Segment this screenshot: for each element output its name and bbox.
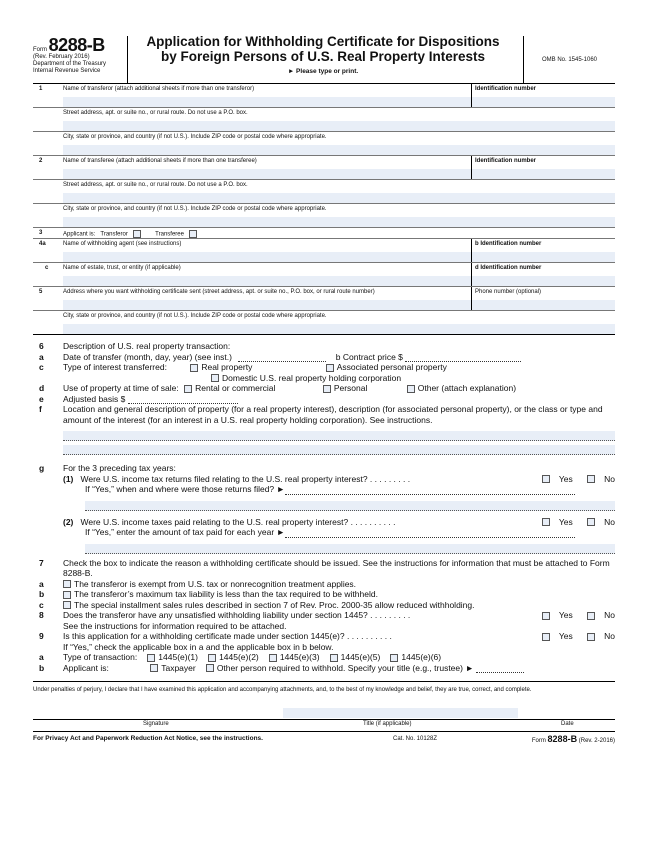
personal-use-label: Personal bbox=[333, 383, 368, 393]
certificate-city-field[interactable] bbox=[63, 324, 615, 334]
transaction-type-label: Type of transaction: bbox=[63, 652, 138, 662]
footer-form-word: Form bbox=[531, 738, 546, 744]
line-number: 6 bbox=[39, 341, 44, 351]
transferor-id-field[interactable] bbox=[472, 97, 615, 107]
certificate-address-label: Address where you want withholding certificate sent (street address, apt. or suite no., P.O. box, or rural route number) bbox=[63, 289, 375, 295]
section-1445e-yes-checkbox[interactable] bbox=[542, 633, 550, 641]
no-label: No bbox=[604, 473, 615, 484]
returns-filed-where-field[interactable] bbox=[285, 494, 575, 495]
footer-revision: (Rev. 2-2016) bbox=[578, 738, 615, 744]
question-number: (2) bbox=[63, 516, 74, 527]
line-4a-withholding-agent-row bbox=[33, 239, 615, 263]
transferee-id-label: Identification number bbox=[475, 158, 537, 164]
interest-type-label: Type of interest transferred: bbox=[63, 362, 167, 372]
taxes-paid-followup-label: If “Yes,” enter the amount of tax paid for each year ► bbox=[85, 527, 285, 537]
exempt-checkbox[interactable] bbox=[63, 580, 71, 588]
transferee-name-field[interactable] bbox=[63, 169, 471, 179]
1445e6-label: 1445(e)(6) bbox=[401, 652, 442, 662]
line-letter: d bbox=[39, 383, 45, 393]
withholding-agent-field[interactable] bbox=[63, 252, 471, 262]
line-3-applicant-row bbox=[33, 228, 615, 239]
real-property-label: Real property bbox=[201, 362, 253, 372]
property-use-label: Use of property at time of sale: bbox=[63, 383, 179, 393]
form-word: Form bbox=[33, 47, 47, 53]
other-person-checkbox[interactable] bbox=[206, 664, 214, 672]
associated-personal-property-label: Associated personal property bbox=[336, 362, 447, 372]
transferor-street-row bbox=[33, 108, 615, 132]
yes-label: Yes bbox=[558, 473, 573, 484]
withholding-agent-label: Name of withholding agent (see instructions) bbox=[63, 241, 182, 247]
line-1-transferor-name-row bbox=[33, 84, 615, 108]
transfer-date-label: Date of transfer (month, day, year) (see inst.) bbox=[63, 351, 232, 362]
other-person-label: Other person required to withhold. Specify your title (e.g., trustee) ► bbox=[216, 662, 474, 673]
unsatisfied-yes-checkbox[interactable] bbox=[542, 612, 550, 620]
transferor-option-label: Transferor bbox=[100, 231, 128, 238]
form-title-block bbox=[133, 34, 513, 75]
1445e3-label: 1445(e)(3) bbox=[279, 652, 320, 662]
line-number: c bbox=[45, 265, 49, 271]
unsatisfied-no-checkbox[interactable] bbox=[587, 612, 595, 620]
transferee-city-row bbox=[33, 204, 615, 228]
adjusted-basis-label: Adjusted basis $ bbox=[63, 393, 126, 404]
max-liability-label: The transferor’s maximum tax liability is less than the tax required to be withheld. bbox=[74, 589, 378, 599]
taxes-paid-yes-no bbox=[536, 517, 615, 528]
returns-filed-followup-label: If “Yes,” when and where were those returns filed? ► bbox=[85, 484, 285, 494]
line-2-transferee-name-row bbox=[33, 156, 615, 180]
transferee-id-field[interactable] bbox=[472, 169, 615, 179]
taxes-paid-amount-field[interactable] bbox=[285, 537, 575, 538]
returns-filed-yes-no bbox=[536, 474, 615, 485]
footer-form-number: 8288-B bbox=[547, 734, 578, 744]
transferor-street-field[interactable] bbox=[63, 121, 615, 131]
line-number: 8 bbox=[39, 610, 44, 620]
transferor-street-label: Street address, apt. or suite no., or rural route. Do not use a P.O. box. bbox=[63, 110, 248, 116]
line-number: 1 bbox=[39, 86, 43, 92]
transferor-city-field[interactable] bbox=[63, 145, 615, 155]
catalog-number: Cat. No. 10128Z bbox=[393, 736, 438, 742]
transferor-city-label: City, state or province, and country (if not U.S.). Include ZIP code or postal code where appropriate. bbox=[63, 134, 327, 140]
1445e5-label: 1445(e)(5) bbox=[340, 652, 381, 662]
unsatisfied-liability-note: See the instructions for information required to be attached. bbox=[63, 620, 287, 631]
line-letter: g bbox=[39, 463, 45, 473]
line-letter: b bbox=[39, 662, 45, 673]
estate-id-field[interactable] bbox=[472, 276, 615, 286]
title-field[interactable] bbox=[283, 708, 518, 718]
line-letter: a bbox=[39, 351, 44, 362]
estate-name-label: Name of estate, trust, or entity (if applicable) bbox=[63, 265, 181, 271]
form-footer bbox=[33, 731, 615, 745]
returns-filed-yes-checkbox[interactable] bbox=[542, 475, 550, 483]
real-property-checkbox[interactable] bbox=[190, 364, 198, 372]
holding-corporation-checkbox[interactable] bbox=[211, 374, 219, 382]
phone-field[interactable] bbox=[472, 300, 615, 310]
section-1445e-yes-no bbox=[536, 631, 615, 642]
no-label: No bbox=[604, 610, 615, 620]
personal-use-checkbox[interactable] bbox=[323, 385, 331, 393]
transferor-city-row bbox=[33, 132, 615, 156]
line-number: 3 bbox=[39, 230, 43, 236]
form-title-line2: by Foreign Persons of U.S. Real Property Interests bbox=[160, 49, 486, 64]
section-1445e-question: Is this application for a withholding certificate made under section 1445(e)? . . . . . . . . . . bbox=[63, 631, 392, 641]
1445e2-checkbox[interactable] bbox=[208, 654, 216, 662]
taxes-paid-no-checkbox[interactable] bbox=[587, 518, 595, 526]
installment-checkbox[interactable] bbox=[63, 601, 71, 609]
line-number: 5 bbox=[39, 289, 43, 295]
1445e6-checkbox[interactable] bbox=[390, 654, 398, 662]
agent-id-field[interactable] bbox=[472, 252, 615, 262]
transferor-name-label: Name of transferor (attach additional sheets if more than one transferor) bbox=[63, 86, 255, 92]
line-5-address-row bbox=[33, 287, 615, 311]
transferor-id-label: Identification number bbox=[475, 86, 537, 92]
other-use-checkbox[interactable] bbox=[407, 385, 415, 393]
no-label: No bbox=[604, 631, 615, 641]
1445e1-label: 1445(e)(1) bbox=[158, 652, 198, 662]
privacy-notice: For Privacy Act and Paperwork Reduction Act Notice, see the instructions. bbox=[33, 735, 263, 742]
installment-label: The special installment sales rules described in section 7 of Rev. Proc. 2000-35 allow reduced withholding. bbox=[74, 599, 475, 610]
property-description-heading: Description of U.S. real property transaction: bbox=[63, 341, 231, 351]
holding-corporation-label: Domestic U.S. real property holding corporation bbox=[222, 372, 402, 383]
returns-filed-where-field-2[interactable] bbox=[85, 501, 615, 511]
revision-date: (Rev. February 2016) bbox=[33, 54, 90, 60]
1445e1-checkbox[interactable] bbox=[147, 654, 155, 662]
property-location-field-1[interactable] bbox=[63, 431, 615, 441]
signature-block bbox=[33, 700, 615, 728]
section-1445e-note: If “Yes,” check the applicable box in a and the applicable box in b below. bbox=[63, 641, 334, 652]
line-number: 7 bbox=[39, 557, 44, 568]
form-number: 8288-B bbox=[48, 35, 105, 55]
1445e3-checkbox[interactable] bbox=[269, 654, 277, 662]
taxpayer-checkbox[interactable] bbox=[150, 664, 158, 672]
line-letter: f bbox=[39, 404, 42, 414]
yes-label: Yes bbox=[558, 631, 573, 641]
penalty-statement: Under penalties of perjury, I declare that I have examined this application and accompanying attachments, and, to the best of my knowledge and belief, they are true, correct, and complete. bbox=[33, 681, 615, 694]
rental-commercial-label: Rental or commercial bbox=[195, 383, 276, 393]
transferee-name-label: Name of transferee (attach additional sheets if more than one transferee) bbox=[63, 158, 257, 164]
agency: Internal Revenue Service bbox=[33, 68, 101, 74]
preceding-years-heading: For the 3 preceding tax years: bbox=[63, 463, 176, 473]
reason-heading: Check the box to indicate the reason a withholding certificate should be issued. See the instructions for information that must be attached to Form 8288-B. bbox=[63, 557, 610, 578]
applicant-label: Applicant is: bbox=[63, 231, 96, 238]
estate-name-field[interactable] bbox=[63, 276, 471, 286]
exempt-label: The transferor is exempt from U.S. tax or nonrecognition treatment applies. bbox=[74, 578, 357, 589]
taxes-paid-amount-field-2[interactable] bbox=[85, 544, 615, 554]
transferee-checkbox[interactable] bbox=[189, 230, 197, 238]
certificate-city-label: City, state or province, and country (if not U.S.). Include ZIP code or postal code where appropriate. bbox=[63, 313, 327, 319]
transferee-city-field[interactable] bbox=[63, 217, 615, 227]
footer-form-id bbox=[532, 734, 615, 744]
transferee-city-label: City, state or province, and country (if not U.S.). Include ZIP code or postal code where appropriate. bbox=[63, 206, 327, 212]
unsatisfied-liability-question: Does the transferor have any unsatisfied withholding liability under section 1445? . . . . . . . . . bbox=[63, 610, 411, 620]
form-id-block bbox=[33, 36, 128, 83]
form-page bbox=[33, 30, 615, 745]
1445e5-checkbox[interactable] bbox=[330, 654, 338, 662]
contract-price-label: b Contract price $ bbox=[335, 351, 403, 362]
line-4c-estate-row bbox=[33, 263, 615, 287]
line-number: 9 bbox=[39, 631, 44, 641]
certificate-address-field[interactable] bbox=[63, 300, 471, 310]
line-6-section bbox=[33, 341, 615, 554]
form-title-line1: Application for Withholding Certificate for Dispositions bbox=[146, 34, 500, 49]
returns-filed-question: Were U.S. income tax returns filed relating to the U.S. real property interest? . . . . . . . . . bbox=[80, 473, 411, 484]
taxes-paid-yes-checkbox[interactable] bbox=[542, 518, 550, 526]
transferee-option-label: Transferee bbox=[155, 231, 184, 238]
property-location-field-2[interactable] bbox=[63, 445, 615, 455]
title-label: Title (if applicable) bbox=[363, 721, 412, 727]
print-instruction: ► Please type or print. bbox=[287, 68, 359, 75]
transferor-name-field[interactable] bbox=[63, 97, 471, 107]
line-number: 4a bbox=[39, 241, 46, 247]
signature-label: Signature bbox=[143, 721, 169, 727]
line-7-9-section bbox=[33, 558, 615, 674]
taxes-paid-question: Were U.S. income taxes paid relating to the U.S. real property interest? . . . . . . . . . . bbox=[80, 516, 396, 527]
unsatisfied-liability-yes-no bbox=[536, 610, 615, 621]
date-label: Date bbox=[561, 721, 574, 727]
phone-label: Phone number (optional) bbox=[475, 289, 542, 295]
transferee-street-row bbox=[33, 180, 615, 204]
taxpayer-label: Taxpayer bbox=[161, 662, 196, 673]
no-label: No bbox=[604, 516, 615, 527]
max-liability-checkbox[interactable] bbox=[63, 591, 71, 599]
department: Department of the Treasury bbox=[33, 61, 107, 67]
estate-id-label: d Identification number bbox=[475, 265, 542, 271]
line-letter: c bbox=[39, 362, 44, 372]
line-letter: b bbox=[39, 589, 45, 599]
transferee-street-label: Street address, apt. or suite no., or rural route. Do not use a P.O. box. bbox=[63, 182, 248, 188]
applicant-type-label: Applicant is: bbox=[63, 662, 109, 673]
1445e2-label: 1445(e)(2) bbox=[219, 652, 259, 662]
signature-line bbox=[33, 719, 615, 720]
returns-filed-no-checkbox[interactable] bbox=[587, 475, 595, 483]
line-letter: a bbox=[39, 652, 44, 662]
line-letter: a bbox=[39, 578, 44, 589]
associated-personal-property-checkbox[interactable] bbox=[326, 364, 334, 372]
question-number: (1) bbox=[63, 473, 74, 484]
property-location-label: Location and general description of property (for a real property interest), description (for associated personal property), or the class or type and amount of the interest (for an interest in a U.S. real property holding corporation). See instructions. bbox=[63, 404, 603, 425]
line-letter: c bbox=[39, 599, 44, 610]
agent-id-label: b Identification number bbox=[475, 241, 542, 247]
section-1445e-no-checkbox[interactable] bbox=[587, 633, 595, 641]
transferee-street-field[interactable] bbox=[63, 193, 615, 203]
line-letter: e bbox=[39, 393, 44, 404]
yes-label: Yes bbox=[558, 516, 573, 527]
omb-number: OMB No. 1545-1060 bbox=[523, 36, 615, 83]
yes-label: Yes bbox=[558, 610, 573, 620]
other-use-label: Other (attach explanation) bbox=[417, 383, 517, 393]
line-number: 2 bbox=[39, 158, 43, 164]
applicant-options bbox=[63, 230, 200, 238]
form-header bbox=[33, 30, 615, 84]
rental-commercial-checkbox[interactable] bbox=[184, 385, 192, 393]
certificate-city-row bbox=[33, 311, 615, 335]
applicant-title-field[interactable] bbox=[476, 672, 524, 673]
transferor-checkbox[interactable] bbox=[133, 230, 141, 238]
